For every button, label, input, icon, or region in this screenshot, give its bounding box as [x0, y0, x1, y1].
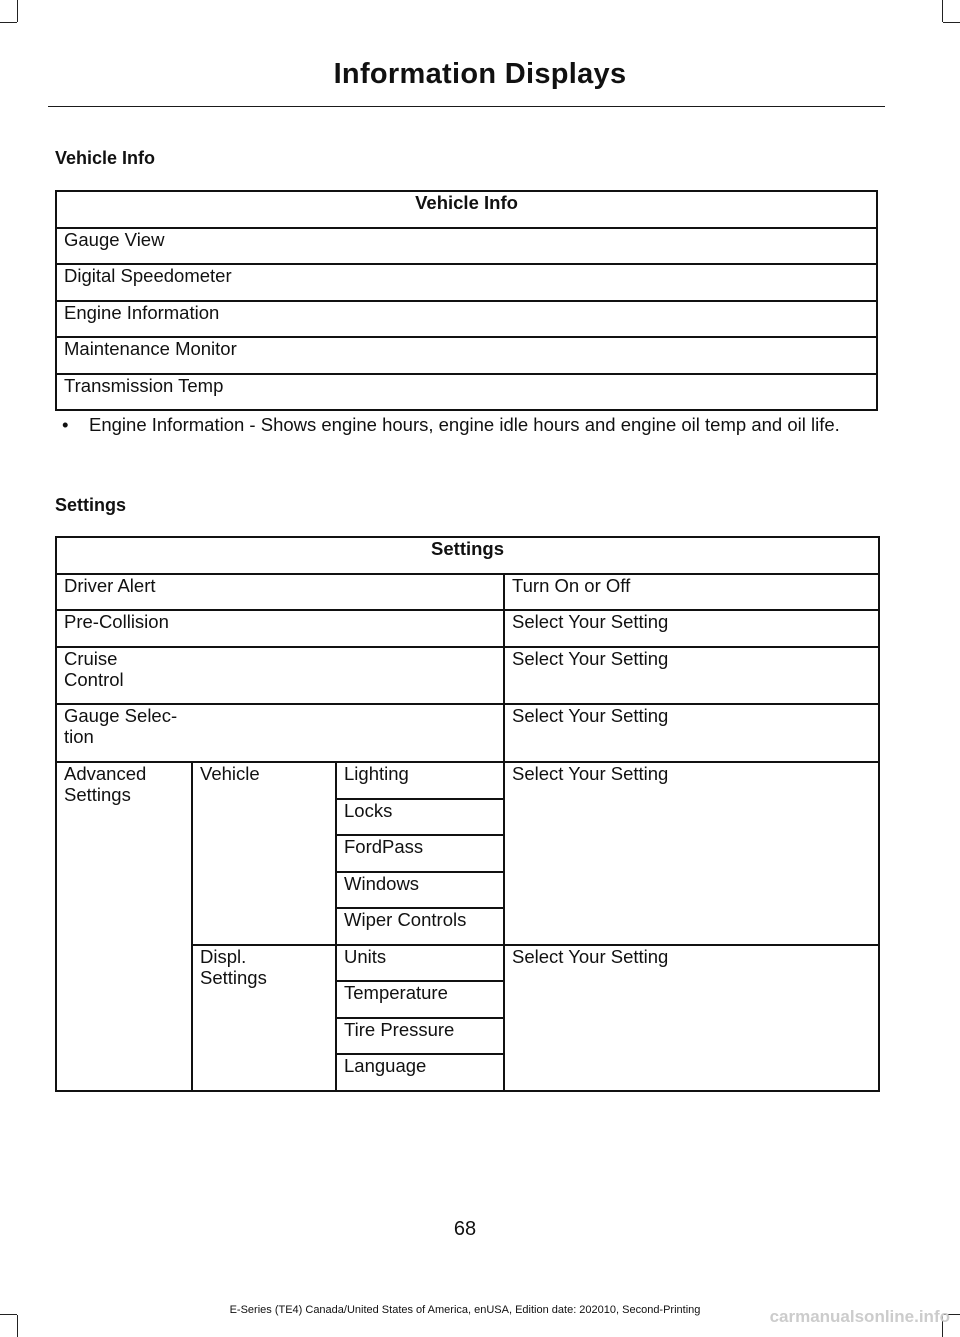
watermark: carmanualsonline.info [769, 1307, 950, 1326]
label-line: Cruise [64, 648, 118, 669]
setting-value: Select Your Setting [504, 610, 879, 647]
setting-item: Windows [336, 872, 504, 908]
setting-label [56, 647, 504, 704]
setting-item: Temperature [336, 981, 504, 1018]
bullet-note [62, 414, 882, 436]
label-line: Settings [64, 784, 131, 805]
section-heading-settings: Settings [55, 495, 127, 515]
label-line: Settings [200, 967, 267, 988]
setting-value: Select Your Setting [504, 762, 879, 945]
section-heading-vehicle-info: Vehicle Info [55, 148, 156, 168]
crop-mark [943, 22, 960, 23]
crop-mark [0, 22, 17, 23]
vehicle-group-label: Vehicle [192, 762, 336, 945]
display-group-label [192, 945, 336, 1091]
setting-value: Select Your Setting [504, 945, 879, 1091]
table-row: Engine Information [56, 301, 877, 337]
table-row: Maintenance Monitor [56, 337, 877, 374]
table-title: Vehicle Info [56, 191, 877, 228]
setting-item: Locks [336, 799, 504, 835]
setting-label [56, 704, 504, 762]
setting-label: Driver Alert [56, 574, 504, 610]
bullet-marker: • [62, 414, 69, 435]
setting-value: Select Your Setting [504, 647, 879, 704]
setting-value: Select Your Setting [504, 704, 879, 762]
setting-value: Turn On or Off [504, 574, 879, 610]
label-line: Gauge Selec- [64, 705, 178, 726]
table-title: Settings [56, 537, 879, 574]
edition-footer: E-Series (TE4) Canada/United States of America, enUSA, Edition date: 202010, Second-Printing [229, 1304, 701, 1316]
label-line: tion [64, 726, 94, 747]
advanced-settings-label [56, 762, 192, 1091]
vehicle-info-table [55, 190, 878, 411]
label-line: Displ. [200, 946, 247, 967]
table-row: Digital Speedometer [56, 264, 877, 301]
setting-item: FordPass [336, 835, 504, 872]
setting-item: Language [336, 1054, 504, 1091]
label-line: Control [64, 669, 124, 690]
setting-item: Lighting [336, 762, 504, 799]
page-number: 68 [453, 1218, 477, 1240]
settings-table [55, 536, 880, 1092]
label-line: Advanced [64, 763, 147, 784]
crop-mark [17, 0, 18, 22]
table-row: Gauge View [56, 228, 877, 264]
bullet-text: Engine Information - Shows engine hours, engine idle hours and engine oil temp and oil life. [89, 414, 840, 435]
table-row: Transmission Temp [56, 374, 877, 410]
setting-item: Wiper Controls [336, 908, 504, 945]
setting-label: Pre-Collision [56, 610, 504, 647]
header-rule [48, 106, 885, 107]
crop-mark [942, 0, 943, 22]
chapter-title: Information Displays [333, 58, 627, 90]
setting-item: Units [336, 945, 504, 981]
crop-mark [17, 1315, 18, 1337]
setting-item: Tire Pressure [336, 1018, 504, 1054]
